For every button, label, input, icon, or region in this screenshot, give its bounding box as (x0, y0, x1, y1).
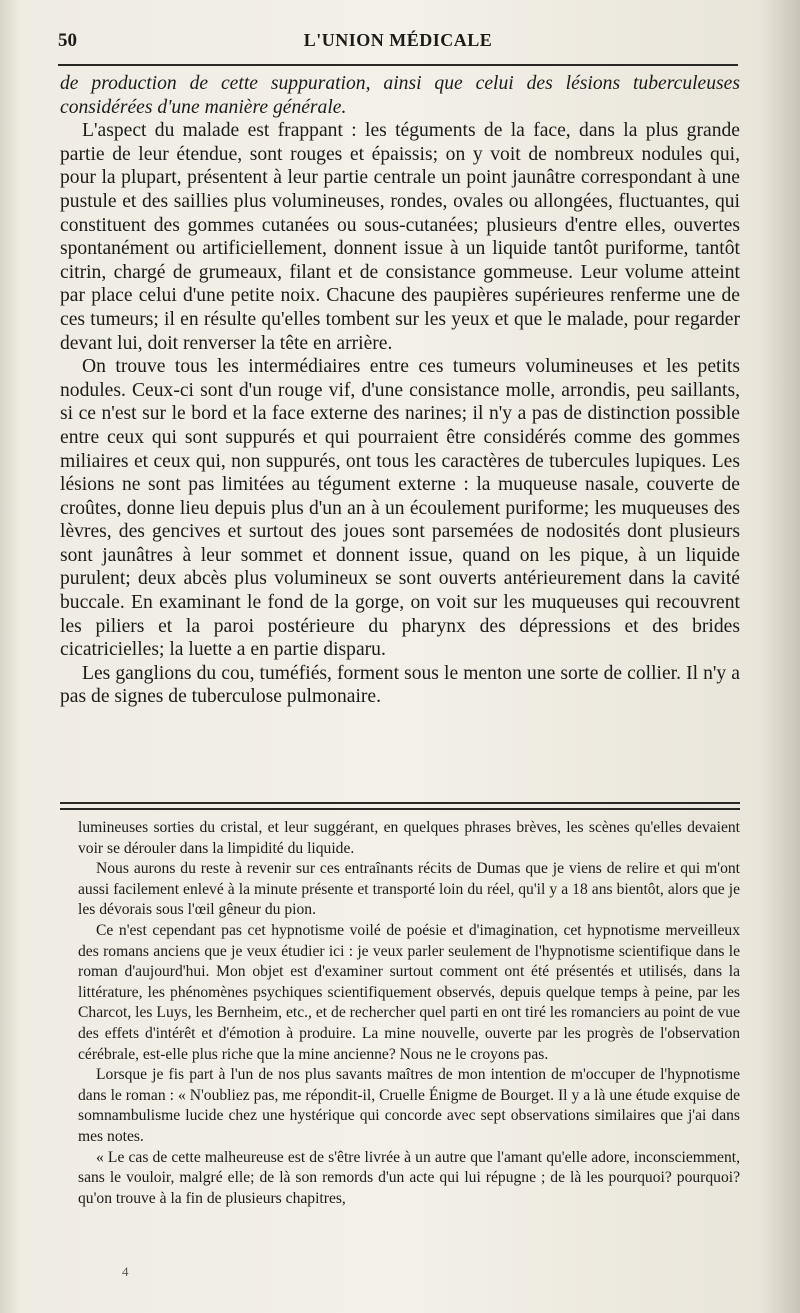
feuilleton-column (78, 818, 740, 1209)
signature-mark: 4 (122, 1264, 129, 1279)
body-paragraph: Les ganglions du cou, tuméfiés, forment sous le menton une sorte de collier. Il n'y a pas de signes de tuberculose pulmonaire. (60, 662, 740, 708)
feuilleton-paragraph: Lorsque je fis part à l'un de nos plus savants maîtres de mon intention de m'occuper de l'hypnotisme dans le roman : « N'oubliez pas, me répondit-il, Cruelle Énigme de Bourget. Il y a là une étude exquise de somnambulisme lucide chez une hystérique qui concorde avec sept observations similaires que j'ai dans mes notes. (78, 1066, 740, 1145)
feuilleton-separator (60, 802, 740, 810)
main-text-column (60, 72, 740, 709)
feuilleton-paragraph: « Le cas de cette malheureuse est de s'être livrée à un autre que l'amant qu'elle adore, inconsciemment, sans le vouloir, malgré elle; de là son remords d'un acte qui lui répugne ; de là les pourquoi? pourquoi? qu'on trouve à la fin de plusieurs chapitres, (78, 1148, 740, 1207)
page-header (58, 28, 738, 58)
feuilleton-paragraph: Ce n'est cependant pas cet hypnotisme voilé de poésie et d'imagination, cet hypnotisme merveilleux des romans anciens que je veux étudier ici : je veux parler seulement de l'hypnotisme scientifique dans le roman d'aujourd'hui. Mon objet est d'examiner surtout comment ont été présentés et utilisés, dans la littérature, les phénomènes psychiques scientifiquement observés, depuis quelque temps à peine, par les Charcot, les Luys, les Bernheim, etc., et de rechercher quel parti en ont tiré les romanciers au point de vue des effets d'intérêt et d'émotion à produire. La mine nouvelle, ouverte par les progrès de l'observation cérébrale, est-elle plus riche que la mine ancienne? Nous ne le croyons pas. (78, 921, 740, 1063)
header-rule (58, 64, 738, 66)
body-paragraph: L'aspect du malade est frappant : les téguments de la face, dans la plus grande partie de leur étendue, sont rouges et épaissis; on y voit de nombreux nodules qui, pour la plupart, présentent à leur partie centrale un point jaunâtre correspondant à une pustule et des saillies plus volumineuses, rondes, ovales ou allongées, fluctuantes, qui constituent des gommes cutanées ou sous-cutanées; plusieurs d'entre elles, ouvertes spontanément ou artificiellement, donnent issue à un liquide tantôt puriforme, tantôt citrin, chargé de grumeaux, filant et de consistance gommeuse. Leur volume atteint par place celui d'une petite noix. Chacune des paupières supérieures renferme une de ces tumeurs; il en résulte qu'elles tombent sur les yeux et que le malade, pour regarder devant lui, doit renverser la tête en arrière. (60, 120, 740, 354)
lead-paragraph-italic: de production de cette suppuration, ainsi que celui des lésions tuberculeuses considérées d'une manière générale. (60, 73, 740, 118)
running-title: L'UNION MÉDICALE (303, 30, 493, 50)
feuilleton-paragraph: lumineuses sorties du cristal, et leur suggérant, en quelques phrases brèves, les scènes qu'elles devaient voir se dérouler dans la limpidité du liquide. (78, 819, 740, 857)
feuilleton-paragraph: Nous aurons du reste à revenir sur ces entraînants récits de Dumas que je viens de relire et qui m'ont aussi facilement enlevé à la minute présente et transporté loin du réel, qu'il y a 18 ans bientôt, alors que je les dévorais sous l'œil gêneur du pion. (78, 860, 740, 919)
body-paragraph: On trouve tous les intermédiaires entre ces tumeurs volumineuses et les petits nodules. Ceux-ci sont d'un rouge vif, d'une consistance molle, arrondis, peu saillants, si ce n'est sur le bord et la face externe des narines; il n'y a pas de distinction possible entre ceux qui sont suppurés et qui pourraient être considérés comme des gommes miliaires et ceux qui, non suppurés, ont tous les caractères de tubercules lupiques. Les lésions ne sont pas limitées au tégument externe : la muqueuse nasale, couverte de croûtes, donne lieu depuis plus d'un an à un écoulement puriforme; les muqueuses des lèvres, des gencives et surtout des joues sont parsemées de nodosités dont plusieurs sont jaunâtres à leur sommet et donnent issue, quand on les pique, à un liquide purulent; deux abcès plus volumineux se sont ouverts antérieurement dans la cavité buccale. En examinant le fond de la gorge, on voit sur les muqueuses qui recouvrent les piliers et la paroi postérieure du pharynx des dépressions et des brides cicatricielles; la luette a en partie disparu. (60, 356, 740, 661)
page-number: 50 (58, 30, 77, 51)
